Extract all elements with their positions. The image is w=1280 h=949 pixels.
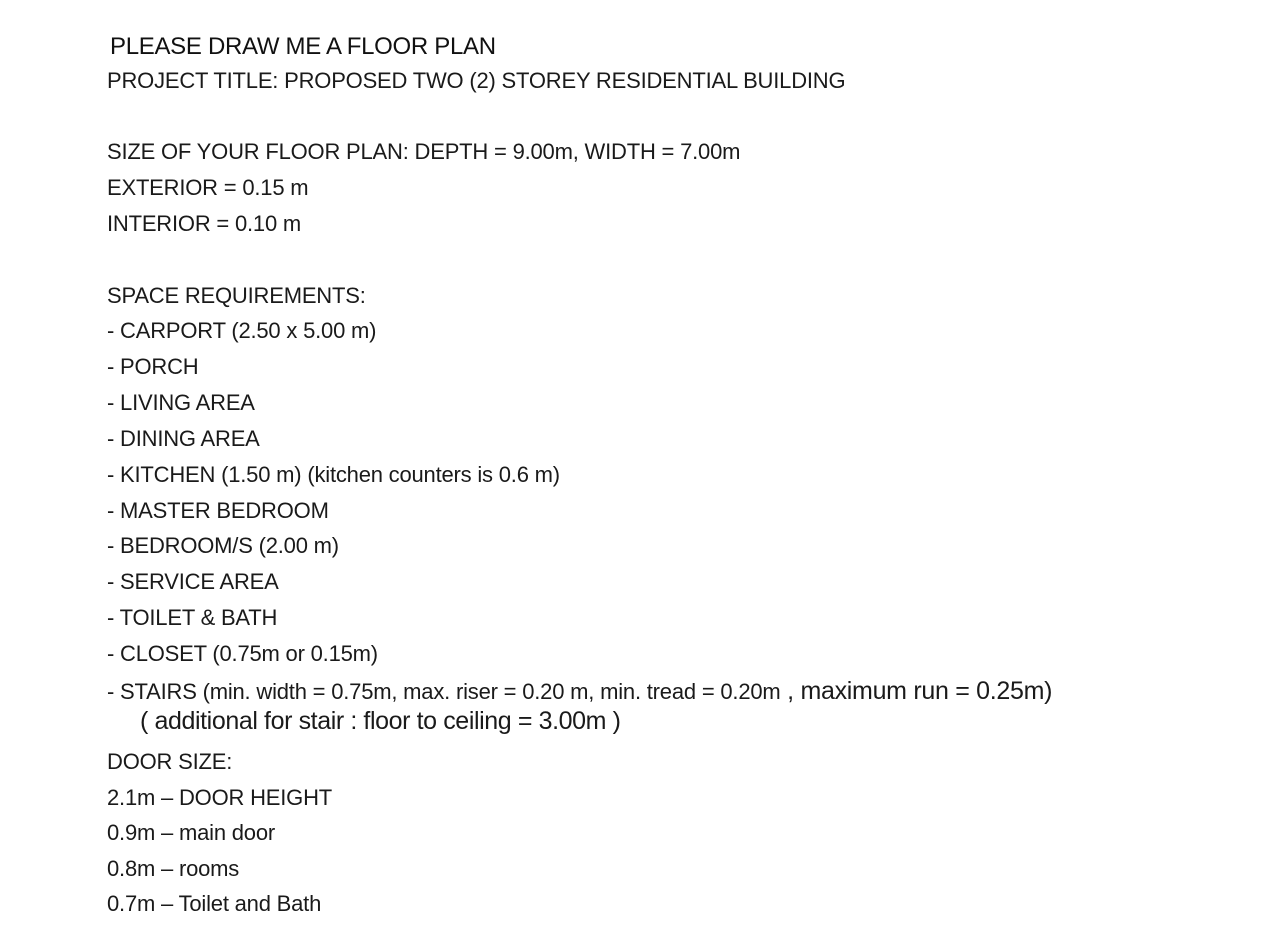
stairs-additional-note: ( additional for stair : floor to ceiling = 3.00m ) (140, 707, 621, 735)
requirement-carport: - CARPORT (2.50 x 5.00 m) (107, 318, 377, 343)
requirement-kitchen: - KITCHEN (1.50 m) (kitchen counters is 0.6 m) (107, 462, 560, 487)
requirement-closet: - CLOSET (0.75m or 0.15m) (107, 641, 378, 666)
door-main: 0.9m – main door (107, 820, 275, 845)
requirement-dining-area: - DINING AREA (107, 426, 260, 451)
door-rooms: 0.8m – rooms (107, 856, 240, 881)
space-requirements-title: SPACE REQUIREMENTS: (107, 283, 366, 308)
door-toilet-bath: 0.7m – Toilet and Bath (107, 891, 322, 916)
requirement-toilet-bath: - TOILET & BATH (107, 605, 278, 630)
exterior-wall-thickness: EXTERIOR = 0.15 m (107, 175, 309, 200)
door-size-title: DOOR SIZE: (107, 749, 233, 774)
requirement-master-bedroom: - MASTER BEDROOM (107, 498, 329, 523)
door-height: 2.1m – DOOR HEIGHT (107, 785, 332, 810)
interior-wall-thickness: INTERIOR = 0.10 m (107, 211, 302, 236)
requirement-living-area: - LIVING AREA (107, 390, 255, 415)
requirement-stairs (107, 678, 1052, 705)
requirement-porch: - PORCH (107, 354, 199, 379)
stairs-main-text: - STAIRS (min. width = 0.75m, max. riser = 0.20 m, min. tread = 0.20m (107, 679, 781, 704)
document-heading: PLEASE DRAW ME A FLOOR PLAN (110, 33, 496, 60)
stairs-maximum-run: , maximum run = 0.25m) (780, 677, 1053, 705)
requirement-bedrooms: - BEDROOM/S (2.00 m) (107, 533, 339, 558)
floor-plan-size: SIZE OF YOUR FLOOR PLAN: DEPTH = 9.00m, WIDTH = 7.00m (107, 139, 741, 164)
requirement-service-area: - SERVICE AREA (107, 569, 279, 594)
project-title: PROJECT TITLE: PROPOSED TWO (2) STOREY RESIDENTIAL BUILDING (107, 68, 846, 93)
